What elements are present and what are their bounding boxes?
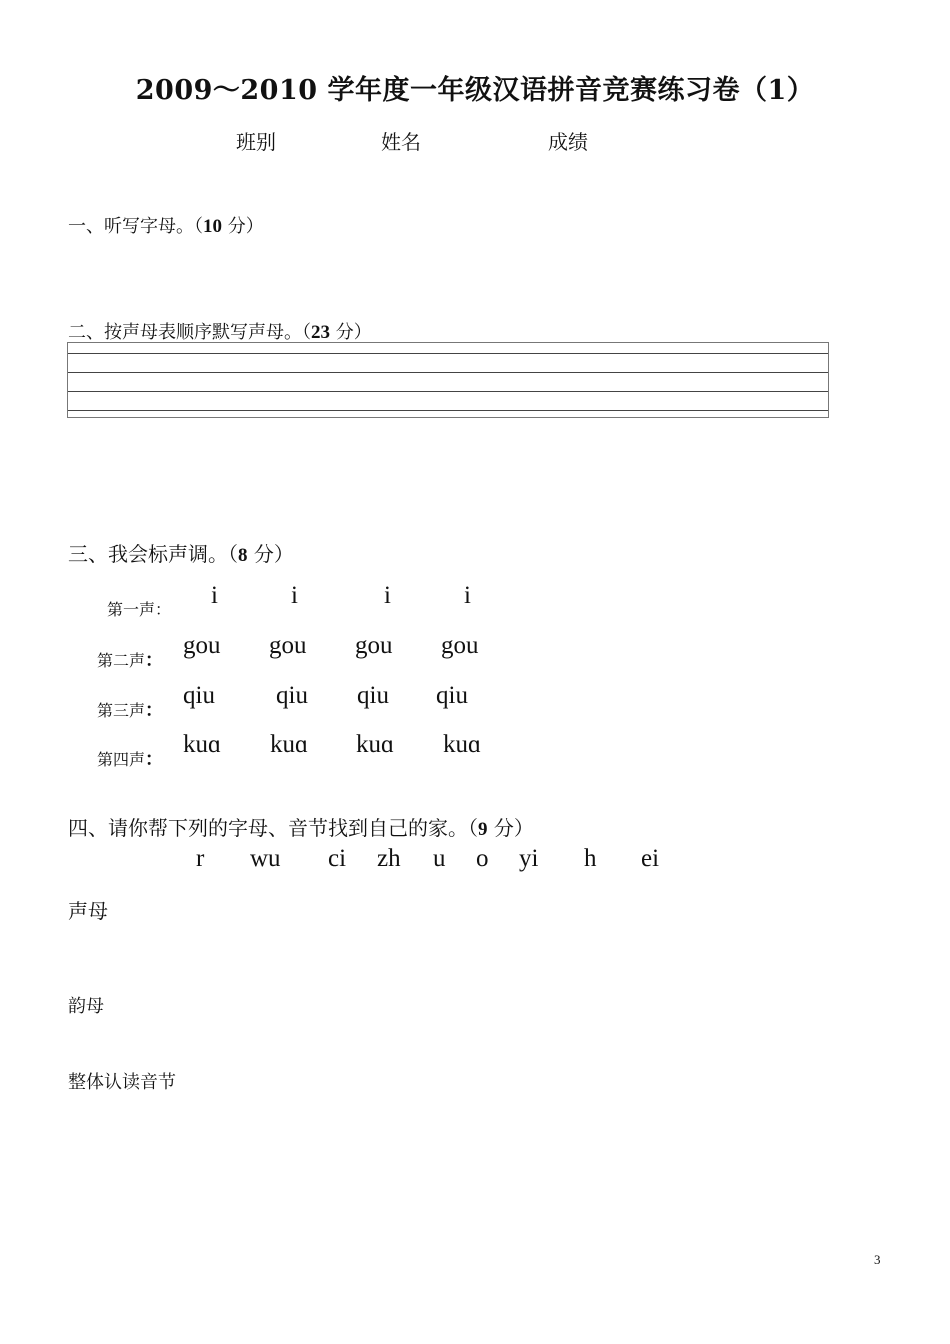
syllable: kuɑ — [270, 731, 309, 758]
section-2-points: 23 — [311, 322, 330, 343]
syllable: gou — [183, 632, 221, 659]
writing-lines[interactable] — [67, 342, 829, 418]
category-finals: 韵母 — [68, 996, 104, 1017]
section-4-text: 四、请你帮下列的字母、音节找到自己的家。（ — [68, 816, 478, 840]
letter-item[interactable]: ei — [641, 845, 660, 872]
tone-label-text: 第三声 — [97, 701, 146, 720]
syllable: qiu — [357, 682, 389, 709]
tone-label-text: 第四声 — [97, 750, 146, 769]
name-label: 姓名 — [381, 130, 421, 154]
section-4-heading — [68, 812, 534, 841]
letter-item[interactable]: ci — [328, 845, 347, 872]
section-1-unit: 分） — [222, 216, 264, 237]
tone-label-text: 第一声 — [107, 600, 156, 619]
section-1-heading — [68, 212, 264, 238]
writing-rule — [68, 372, 828, 373]
category-whole-syllables: 整体认读音节 — [68, 1072, 176, 1093]
tone-colon: ： — [145, 749, 164, 770]
section-3-heading — [68, 538, 294, 567]
syllable: qiu — [183, 682, 215, 709]
tone-label-third — [97, 696, 163, 722]
section-1-text: 一、听写字母。（ — [68, 216, 203, 237]
section-2-heading — [68, 318, 372, 344]
tone-label-first — [107, 597, 171, 620]
section-3-text: 三、我会标声调。（ — [68, 542, 238, 566]
syllable: qiu — [436, 682, 468, 709]
tone-label-text: 第二声 — [97, 651, 146, 670]
section-2-text: 二、按声母表顺序默写声母。（ — [68, 322, 311, 343]
section-2-unit: 分） — [330, 322, 372, 343]
section-4-unit: 分） — [487, 816, 534, 840]
syllable: gou — [355, 632, 393, 659]
tone-label-second — [97, 646, 163, 672]
syllable: i — [291, 582, 298, 609]
section-1-points: 10 — [203, 216, 222, 237]
letter-item[interactable]: u — [433, 845, 446, 872]
letter-item[interactable]: r — [196, 845, 205, 872]
letter-item[interactable]: o — [476, 845, 489, 872]
syllable: i — [211, 582, 218, 609]
syllable: gou — [269, 632, 307, 659]
letter-item[interactable]: yi — [519, 845, 539, 872]
syllable: kuɑ — [356, 731, 395, 758]
tone-colon: ： — [145, 650, 164, 671]
letter-item[interactable]: h — [584, 845, 597, 872]
tone-colon: ： — [145, 700, 164, 721]
letter-item[interactable]: zh — [377, 845, 401, 872]
class-label: 班别 — [236, 130, 276, 154]
syllable: kuɑ — [183, 731, 222, 758]
page-title: 2009～2010 学年度一年级汉语拼音竞赛练习卷（1） — [135, 75, 815, 106]
syllable: i — [384, 582, 391, 609]
tone-colon: ： — [155, 600, 172, 619]
category-initials: 声母 — [68, 899, 108, 923]
page-number: 3 — [874, 1252, 881, 1267]
writing-rule — [68, 391, 828, 392]
section-3-points: 8 — [238, 545, 248, 566]
writing-rule — [68, 353, 828, 354]
section-4-points: 9 — [478, 819, 488, 840]
writing-rule — [68, 410, 828, 411]
score-label: 成绩 — [548, 130, 588, 154]
syllable: kuɑ — [443, 731, 482, 758]
syllable: qiu — [276, 682, 308, 709]
letter-item[interactable]: wu — [250, 845, 281, 872]
letter-list — [0, 845, 950, 879]
tone-label-fourth — [97, 745, 163, 771]
syllable: gou — [441, 632, 479, 659]
syllable: i — [464, 582, 471, 609]
section-3-unit: 分） — [247, 542, 294, 566]
